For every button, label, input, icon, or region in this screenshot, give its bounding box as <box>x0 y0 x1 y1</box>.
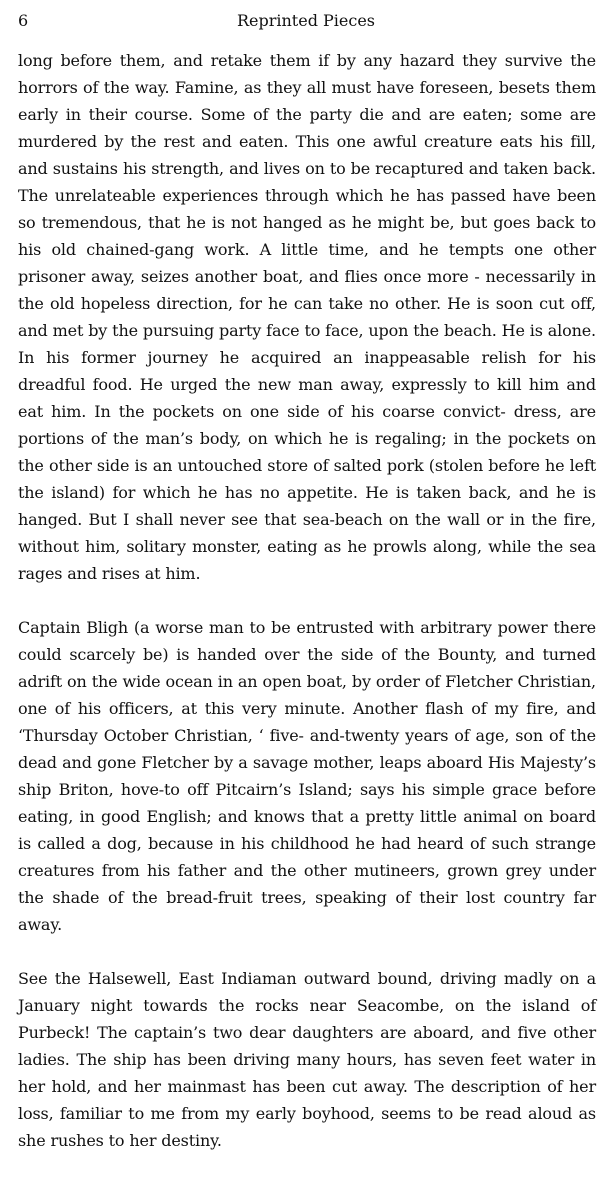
body-text <box>18 47 596 1181</box>
paragraph-halsewell: See the Halsewell, East Indiaman outward bound, driving madly on a January night towards the rocks near Seacombe, on the island of Purbeck! The captain’s two dear daughters are aboard, and five other ladies. The ship has been driving many hours, has seven feet water in her hold, and her mainmast has been cut away. The description of her loss, familiar to me from my early boyhood, seems to be read aloud as she rushes to her destiny. <box>18 969 596 1150</box>
page-number: 6 <box>18 11 29 30</box>
paragraph-bligh: Captain Bligh (a worse man to be entrusted with arbitrary power there could scarcely be) is handed over the side of the Bounty, and turned adrift on the wide ocean in an open boat, by order of Fletcher Christian, one of his officers, at this very minute. Another flash of my fire, and ‘Thursday October Christian, ‘ five- and-twenty years of age, son of the dead and gone Fletcher by a savage mother, leaps aboard His Majesty’s ship Briton, hove-to off Pitcairn’s Island; says his simple grace before eating, in good English; and knows that a pretty little animal on board is called a dog, because in his childhood he had heard of such strange creatures from his father and the other mutineers, grown grey under the shade of the bread-fruit trees, speaking of their lost country far away. <box>18 618 596 934</box>
paragraph-convict: long before them, and retake them if by any hazard they survive the horrors of the way. Famine, as they all must have foreseen, besets them early in their course. Some of the party die and are eaten; some are murdered by the rest and eaten. This one awful creature eats his fill, and sustains his strength, and lives on to be recaptured and taken back. The unrelateable experiences through which he has passed have been so tremendous, that he is not hanged as he might be, but goes back to his old chained-gang work. A little time, and he tempts one other prisoner away, seizes another boat, and flies once more - necessarily in the old hopeless direction, for he can take no other. He is soon cut off, and met by the pursuing party face to face, upon the beach. He is alone. In his former journey he acquired an inappeasable relish for his dreadful food. He urged the new man away, expressly to kill him and eat him. In the pockets on one side of his coarse convict- dress, are portions of the man’s body, on which he is regaling; in the pockets on the other side is an untouched store of salted pork (stolen before he left the island) for which he has no appetite. He is taken back, and he is hanged. But I shall never see that sea-beach on the wall or in the fire, without him, solitary monster, eating as he prowls along, while the sea rages and rises at him. <box>18 51 596 583</box>
running-title: Reprinted Pieces <box>236 11 376 30</box>
page-header <box>18 8 594 34</box>
